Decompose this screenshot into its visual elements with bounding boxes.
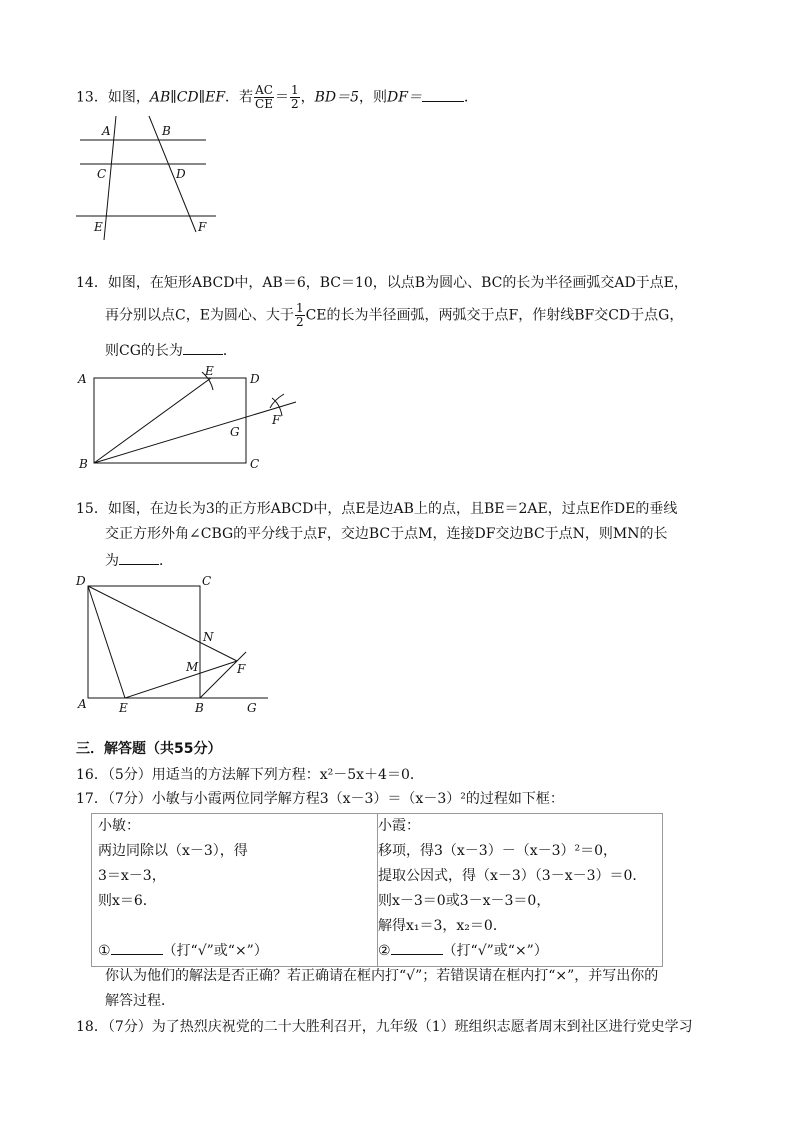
q17-after-line2: 解答过程． xyxy=(105,993,175,1009)
xiaomin-cell xyxy=(92,814,378,966)
q13-answer-blank[interactable] xyxy=(422,87,464,102)
label-c: C xyxy=(202,574,212,588)
q14-line2: 再分别以点C，E为圆心、大于 $\frac{1}{2}$ CE的长为半径画弧，两弧交于点F，作射线BF交CD于点G， xyxy=(105,301,684,329)
square-abcd xyxy=(88,586,200,698)
q14-line3: 则CG的长为 ． xyxy=(105,340,237,360)
label-b: B xyxy=(195,701,204,715)
q13-fraction-half: $\frac{1}{2}$ xyxy=(290,83,299,111)
label-a: A xyxy=(102,124,111,138)
label-f: F xyxy=(272,413,281,427)
q14-figure xyxy=(74,364,304,472)
q13-figure xyxy=(70,112,230,244)
label-e: E xyxy=(119,701,128,715)
q15-line1: 15．如图，在边长为3的正方形ABCD中，点E是边AB上的点，且BE＝2AE，过点E作DE的垂线 xyxy=(76,501,678,517)
q13-fraction-ac-ce: $\frac{AC}{CE}$ xyxy=(255,83,273,111)
xiaoxia-step3: 则x－3＝0或3－x－3＝0， xyxy=(378,893,551,909)
segment-de xyxy=(88,586,125,698)
label-n: N xyxy=(203,630,214,644)
label-b: B xyxy=(162,124,171,138)
q15-figure xyxy=(74,572,274,718)
label-d: D xyxy=(250,372,260,386)
xiaomin-step1: 两边同除以（x－3），得 xyxy=(98,843,248,859)
segment-be xyxy=(94,378,211,463)
xiaoxia-answer-blank[interactable] xyxy=(391,940,443,955)
label-c: C xyxy=(250,457,260,471)
xiaomin-name: 小敏： xyxy=(98,818,140,834)
xiaoxia-cell xyxy=(372,814,662,966)
xiaomin-step2: 3＝x－3， xyxy=(98,868,166,884)
label-e: E xyxy=(205,364,214,378)
label-f: F xyxy=(198,220,207,234)
xiaomin-answer-blank[interactable] xyxy=(111,940,163,955)
xiaoxia-judgement: ② （打“√”或“×”） xyxy=(378,939,662,964)
q17-intro: 17．（7分）小敏与小霞两位同学解方程3（x－3）＝（x－3）²的过程如下框： xyxy=(76,791,564,807)
q16-text: 16．（5分）用适当的方法解下列方程：x²－5x＋4＝0． xyxy=(76,767,424,783)
label-b: B xyxy=(79,457,88,471)
label-f: F xyxy=(237,662,246,676)
label-e: E xyxy=(94,220,103,234)
xiaoxia-name: 小霞： xyxy=(378,818,420,834)
q17-after-line1: 你认为他们的解法是否正确？若正确请在框内打“√”；若错误请在框内打“×”，并写出你的 xyxy=(105,968,659,984)
q14-line1: 14．如图，在矩形ABCD中，AB＝6，BC＝10，以点B为圆心、BC的长为半径画弧交AD于点E， xyxy=(76,275,688,291)
q15-answer-blank[interactable] xyxy=(119,550,159,565)
xiaomin-judgement: ① （打“√”或“×”） xyxy=(98,939,377,964)
label-m: M xyxy=(186,660,199,674)
xiaoxia-step2: 提取公因式，得（x－3）（3－x－3）＝0． xyxy=(378,868,647,884)
label-d: D xyxy=(176,167,186,181)
transversal-bdf xyxy=(149,116,196,232)
label-d: D xyxy=(76,574,86,588)
q15-line2: 交正方形外角∠CBG的平分线于点F，交边BC于点M，连接DF交边BC于点N，则MN的长 xyxy=(105,526,668,542)
q18-text: 18．（7分）为了热烈庆祝党的二十大胜利召开，九年级（1）班组织志愿者周末到社区进行党史学习 xyxy=(76,1019,693,1035)
rectangle-abcd xyxy=(94,378,246,463)
label-g: G xyxy=(247,701,257,715)
q14-fraction-half: $\frac{1}{2}$ xyxy=(295,301,304,329)
q13-text: 13．如图，AB∥CD∥EF．若 $\frac{AC}{CE}$ ＝ $\frac{1}{2}$ ，BD＝5，则DF＝ ． xyxy=(76,83,478,111)
q15-line3: 为 ． xyxy=(105,550,173,570)
xiaoxia-step1: 移项，得3（x－3）－（x－3）²＝0， xyxy=(378,843,618,859)
q14-answer-blank[interactable] xyxy=(183,340,223,355)
label-g: G xyxy=(230,425,240,439)
label-a: A xyxy=(78,372,87,386)
segment-ef xyxy=(125,661,237,698)
section-title: 三．解答题（共55分） xyxy=(76,741,222,757)
segment-df xyxy=(88,586,237,661)
xiaoxia-step4: 解得x₁＝3，x₂＝0． xyxy=(378,918,507,934)
xiaomin-step3: 则x＝6． xyxy=(98,893,157,909)
ray-bf xyxy=(94,402,296,463)
label-c: C xyxy=(97,167,107,181)
q17-solution-table xyxy=(91,813,663,967)
label-a: A xyxy=(78,697,87,711)
